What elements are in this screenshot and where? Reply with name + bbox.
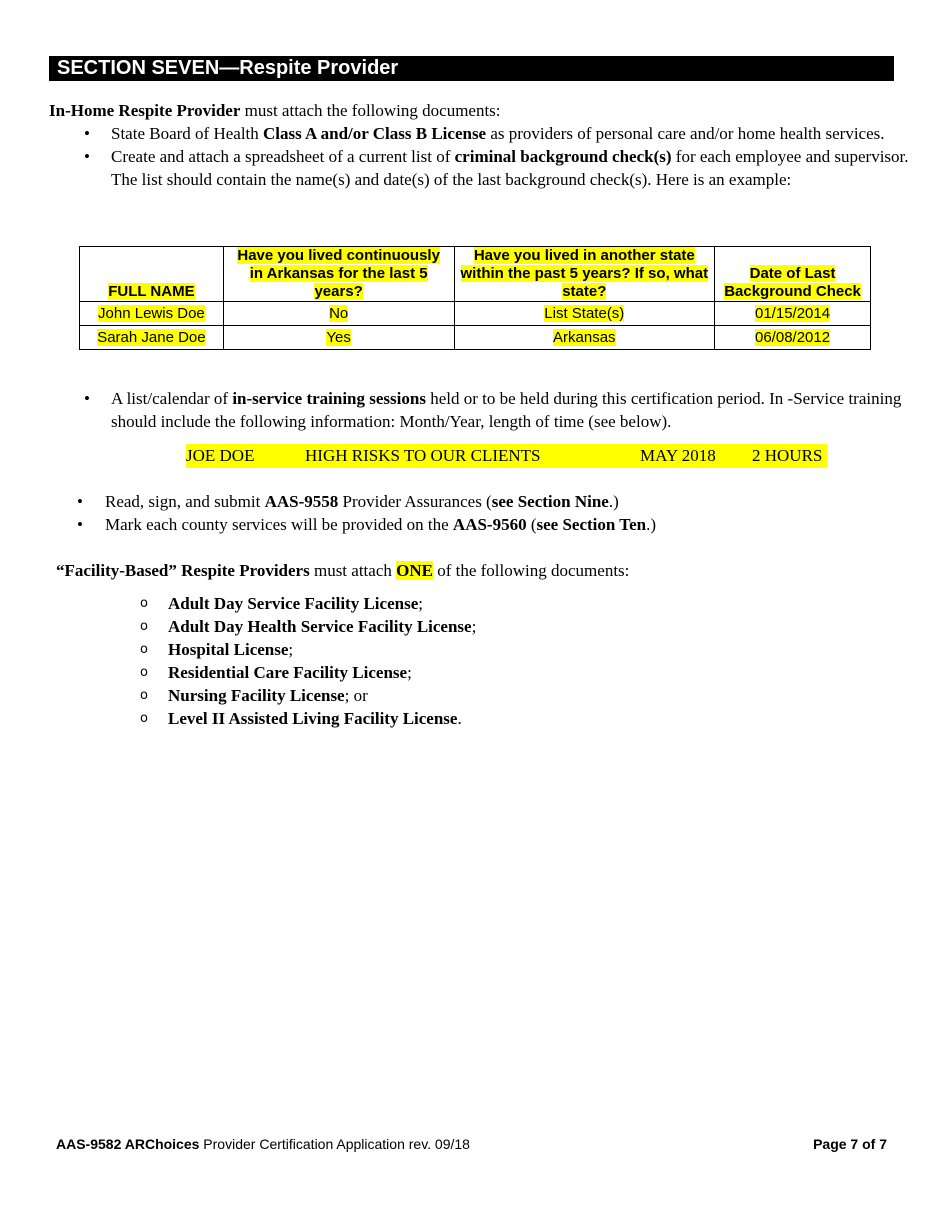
list-item xyxy=(140,707,476,730)
in-home-requirements xyxy=(84,122,909,191)
bullet-icon: • xyxy=(77,515,83,534)
text: ; xyxy=(418,594,423,613)
text: A list/calendar of xyxy=(111,389,233,408)
text: ; xyxy=(471,617,477,636)
table-cell xyxy=(223,302,454,326)
page-number: Page 7 of 7 xyxy=(813,1136,887,1152)
text: ; or xyxy=(344,686,368,705)
training-name: JOE DOE xyxy=(186,446,255,465)
cell-text: Yes xyxy=(326,328,351,346)
license-name: Adult Day Service Facility License xyxy=(168,594,419,613)
facility-license-list xyxy=(140,592,476,730)
table-cell xyxy=(715,326,871,350)
list-item xyxy=(140,684,476,707)
text: State Board of Health xyxy=(111,124,264,143)
background-check-table xyxy=(79,246,871,350)
cell-text: 06/08/2012 xyxy=(755,328,831,346)
table-cell xyxy=(80,302,224,326)
in-home-lead: In-Home Respite Provider xyxy=(49,101,241,120)
cell-text: No xyxy=(329,304,349,322)
header-text: Date of Last Background Check xyxy=(724,265,861,300)
form-id: AAS-9582 ARChoices xyxy=(56,1136,200,1152)
license-name: Residential Care Facility License xyxy=(168,663,408,682)
bullet-icon: • xyxy=(84,147,90,166)
training-requirements xyxy=(84,387,909,433)
header-text: FULL NAME xyxy=(108,283,195,300)
text: Read, sign, and submit xyxy=(105,492,265,511)
license-name: Level II Assisted Living Facility License xyxy=(168,709,458,728)
license-name: Nursing Facility License xyxy=(168,686,345,705)
text: . xyxy=(457,709,462,728)
text: as providers of personal care and/or home health services. xyxy=(486,124,885,143)
table-cell xyxy=(223,326,454,350)
bullet-icon: • xyxy=(77,492,83,511)
list-item xyxy=(77,513,907,536)
facility-lead: “Facility-Based” Respite Providers xyxy=(56,561,310,580)
list-item xyxy=(84,145,909,191)
circle-bullet-icon: o xyxy=(140,642,148,657)
form-title: Provider Certification Application rev. 09/18 xyxy=(199,1136,470,1152)
form-number: AAS-9560 xyxy=(452,515,527,534)
table-header-row xyxy=(80,247,871,302)
cell-text: List State(s) xyxy=(544,304,625,322)
text: ; xyxy=(288,640,294,659)
circle-bullet-icon: o xyxy=(140,711,148,726)
list-item xyxy=(140,615,476,638)
training-topic: HIGH RISKS TO OUR CLIENTS xyxy=(305,446,541,465)
assurance-requirements xyxy=(77,490,907,536)
cell-text: Arkansas xyxy=(553,328,616,346)
list-item xyxy=(77,490,907,513)
table-row xyxy=(80,326,871,350)
table-cell xyxy=(80,326,224,350)
license-name: Adult Day Health Service Facility License xyxy=(168,617,472,636)
text: Mark each county services will be provided on the xyxy=(105,515,453,534)
column-header xyxy=(223,247,454,302)
list-item xyxy=(140,638,476,661)
section-title: SECTION SEVEN—Respite Provider xyxy=(49,56,894,81)
bullet-icon: • xyxy=(84,389,90,408)
header-text: Have you lived in another state within the past 5 years? If so, what state? xyxy=(460,247,709,300)
section-reference: see Section Ten xyxy=(536,515,647,534)
circle-bullet-icon: o xyxy=(140,619,148,634)
table-row xyxy=(80,302,871,326)
training-example xyxy=(186,444,827,468)
training-duration: 2 HOURS xyxy=(752,446,823,465)
table-cell xyxy=(454,302,715,326)
column-header xyxy=(454,247,715,302)
text: ( xyxy=(526,515,537,534)
text: Create and attach a spreadsheet of a current list of xyxy=(111,147,455,166)
text: Provider Assurances ( xyxy=(338,492,492,511)
column-header xyxy=(715,247,871,302)
one-highlight: ONE xyxy=(396,561,433,580)
cell-text: 01/15/2014 xyxy=(755,304,831,322)
text: of the following documents: xyxy=(432,561,630,580)
text: for each employee and supervisor. The list should contain the name(s) and date(s) of the last background check(s). Here is an example: xyxy=(111,147,909,189)
list-item xyxy=(84,387,909,433)
training-date: MAY 2018 xyxy=(640,446,716,465)
form-number: AAS-9558 xyxy=(264,492,339,511)
bullet-icon: • xyxy=(84,124,90,143)
column-header xyxy=(80,247,224,302)
list-item xyxy=(84,122,909,145)
section-reference: see Section Nine xyxy=(491,492,609,511)
circle-bullet-icon: o xyxy=(140,688,148,703)
list-item xyxy=(140,592,476,615)
background-check: criminal background check(s) xyxy=(454,147,672,166)
cell-text: Sarah Jane Doe xyxy=(97,328,206,346)
page-footer xyxy=(56,1135,887,1153)
list-item xyxy=(140,661,476,684)
license-name: Hospital License xyxy=(168,640,289,659)
text: must attach xyxy=(309,561,397,580)
header-text: Have you lived continuously in Arkansas for the last 5 years? xyxy=(237,247,440,300)
text: held or to be held during this certification period. In -Service training should include the following information: Month/Year, length of time (see below). xyxy=(111,389,902,431)
in-home-intro xyxy=(49,99,501,122)
text: .) xyxy=(608,492,619,511)
text: .) xyxy=(646,515,656,534)
circle-bullet-icon: o xyxy=(140,596,148,611)
text: ; xyxy=(407,663,412,682)
license-class: Class A and/or Class B License xyxy=(263,124,487,143)
table-cell xyxy=(454,326,715,350)
cell-text: John Lewis Doe xyxy=(98,304,205,322)
training-sessions: in-service training sessions xyxy=(232,389,426,408)
table-cell xyxy=(715,302,871,326)
circle-bullet-icon: o xyxy=(140,665,148,680)
in-home-lead-rest: must attach the following documents: xyxy=(240,101,501,120)
facility-intro xyxy=(56,559,629,582)
